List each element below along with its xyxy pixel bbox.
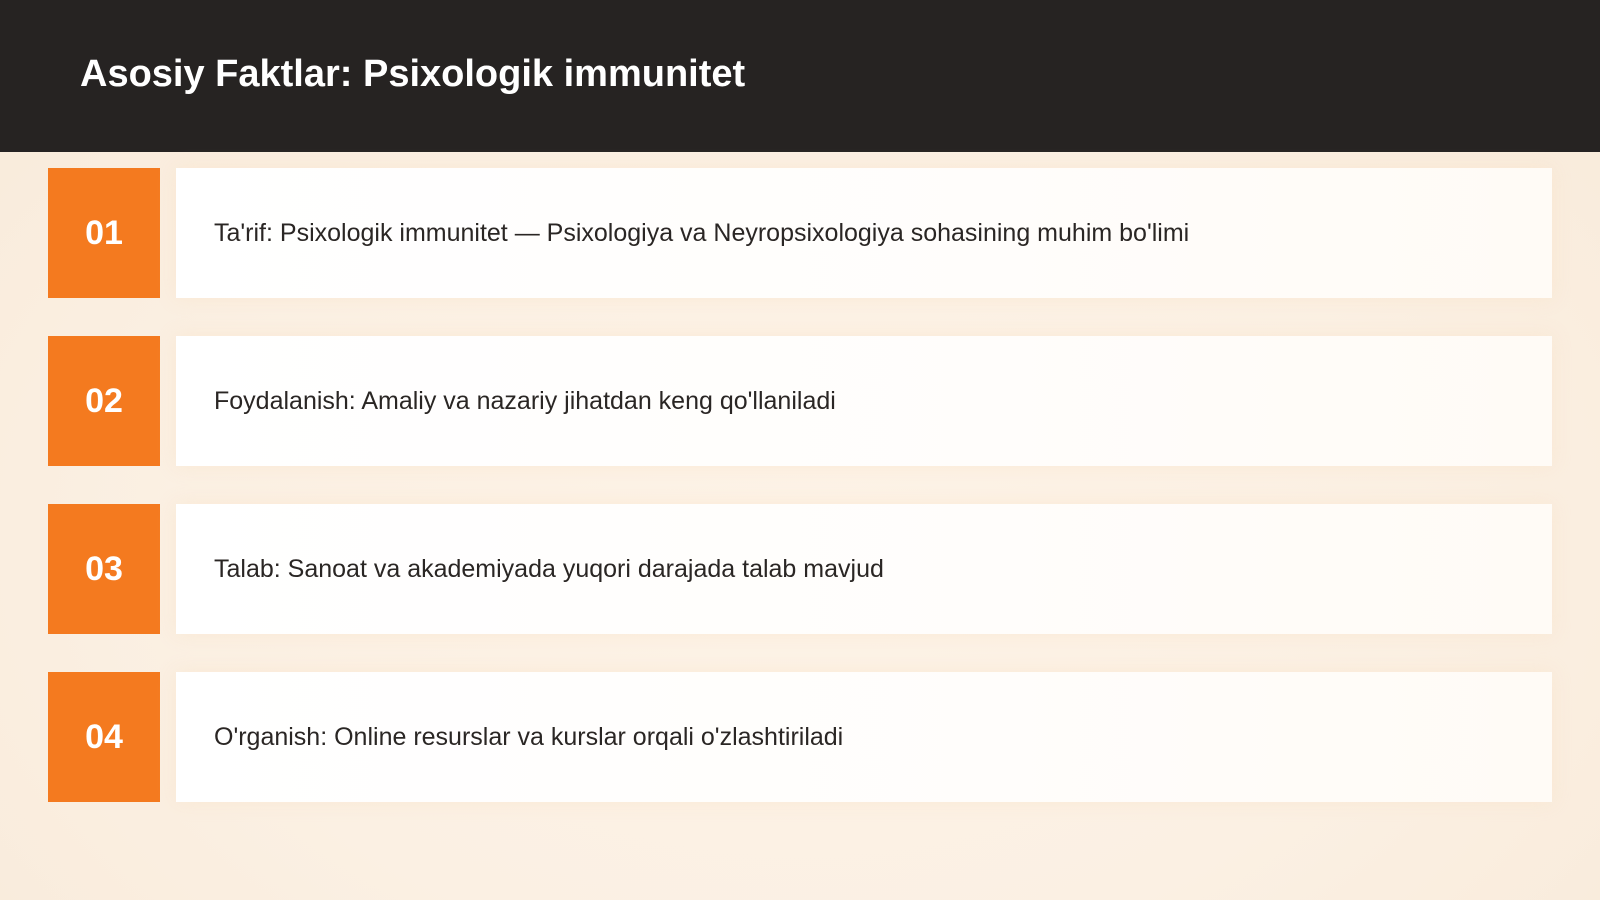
fact-number: 01 xyxy=(85,213,123,252)
fact-number: 04 xyxy=(85,717,123,756)
slide-header xyxy=(0,0,1600,152)
fact-card xyxy=(176,168,1552,298)
fact-text: O'rganish: Online resurslar va kurslar orqali o'zlashtiriladi xyxy=(214,722,844,751)
fact-item-2 xyxy=(48,336,1552,466)
fact-card xyxy=(176,672,1552,802)
fact-number: 03 xyxy=(85,549,123,588)
fact-text: Foydalanish: Amaliy va nazariy jihatdan keng qo'llaniladi xyxy=(214,386,836,415)
fact-text: Ta'rif: Psixologik immunitet — Psixologiya va Neyropsixologiya sohasining muhim bo'limi xyxy=(214,218,1190,247)
fact-item-1 xyxy=(48,168,1552,298)
slide-title: Asosiy Faktlar: Psixologik immunitet xyxy=(80,53,746,95)
fact-item-4 xyxy=(48,672,1552,802)
fact-text: Talab: Sanoat va akademiyada yuqori darajada talab mavjud xyxy=(214,554,884,583)
fact-item-3 xyxy=(48,504,1552,634)
fact-number-badge xyxy=(48,672,160,802)
fact-card xyxy=(176,504,1552,634)
fact-number-badge xyxy=(48,168,160,298)
fact-number-badge xyxy=(48,504,160,634)
fact-card xyxy=(176,336,1552,466)
fact-number: 02 xyxy=(85,381,123,420)
fact-number-badge xyxy=(48,336,160,466)
